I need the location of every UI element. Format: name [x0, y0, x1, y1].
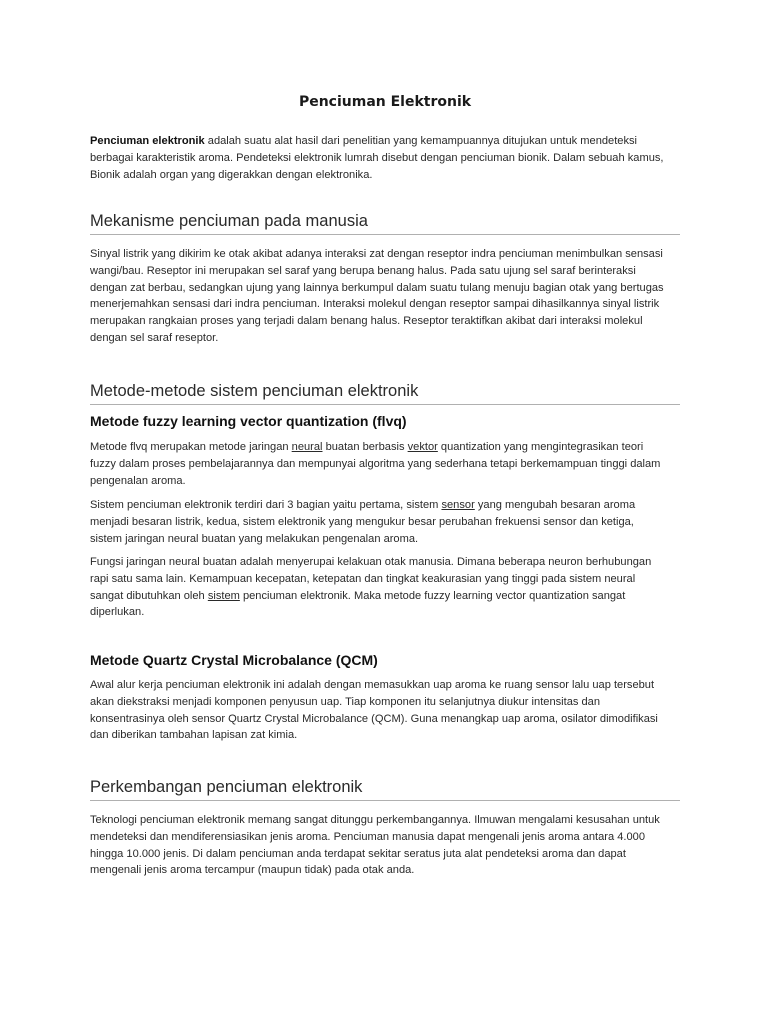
paragraph-line: Teknologi penciuman elektronik memang sangat ditunggu perkembangannya. Ilmuwan mengalami kesusahan untuk — [90, 814, 660, 826]
intro-bold-lead: Penciuman elektronik — [90, 135, 205, 147]
link-vektor[interactable]: vektor — [407, 441, 438, 453]
paragraph-line: menerjemahkan sensasi dari indra penciuman. Interaksi molekul dengan reseptor sampai dihasilkannya sinyal listrik — [90, 298, 660, 311]
paragraph-line: rapi satu sama lain. Kemampuan kecepatan, ketepatan dan tingkat keakurasian yang tinggi pada sistem neural — [90, 572, 636, 585]
paragraph-text: Sistem penciuman elektronik terdiri dari 3 bagian yaitu pertama, sistem — [90, 499, 442, 511]
paragraph-line: dengan sel saraf reseptor. — [90, 331, 219, 344]
paragraph-text: sangat dibutuhkan oleh — [90, 589, 208, 602]
paragraph-line: merupakan rangkaian proses yang terjadi dalam benang halus. Reseptor teraktifkan akibat dari interaksi molekul — [90, 315, 643, 328]
subsection-heading-qcm: Metode Quartz Crystal Microbalance (QCM) — [90, 652, 378, 668]
paragraph-line: mengenali jenis aroma tercampur (maupun tidak) pada otak anda. — [90, 864, 415, 877]
flvq-paragraph-2 — [90, 497, 680, 547]
paragraph-line: sistem jaringan neural buatan yang melakukan pengenalan aroma. — [90, 532, 419, 545]
section-heading-perkembangan: Perkembangan penciuman elektronik — [90, 776, 680, 801]
section-heading-mekanisme: Mekanisme penciuman pada manusia — [90, 210, 680, 235]
link-sistem[interactable]: sistem — [207, 589, 240, 602]
paragraph-text: yang mengubah besaran aroma — [474, 499, 636, 511]
intro-paragraph — [90, 133, 680, 183]
qcm-paragraph — [90, 677, 680, 744]
paragraph-line: mendeteksi dan mendiferensiasikan jenis aroma. Penciuman manusia dapat mengenali jenis aroma antara 4.000 — [90, 830, 646, 843]
intro-line: adalah suatu alat hasil dari penelitian yang kemampuannya ditujukan untuk mendeteksi — [204, 135, 638, 147]
paragraph-line: hingga 10.000 jenis. Di dalam penciuman anda terdapat sekitar seratus juta alat pendeteksi aroma dan dapat — [90, 847, 626, 860]
paragraph-line: dan diberikan tambahan lapisan zat kimia. — [90, 729, 298, 742]
paragraph-line: akan diekstraksi menjadi komponen penyusun uap. Tiap komponen itu selanjutnya diukur intensitas dan — [90, 695, 601, 708]
link-neural[interactable]: neural — [291, 441, 323, 453]
intro-line: berbagai karakteristik aroma. Pendeteksi elektronik lumrah disebut dengan penciuman bionik. Dalam sebuah kamus, — [90, 151, 664, 164]
paragraph-line: diperlukan. — [90, 606, 145, 619]
link-sensor[interactable]: sensor — [441, 499, 475, 511]
paragraph-line: Fungsi jaringan neural buatan adalah menyerupai kelakuan otak manusia. Dimana beberapa neuron berhubungan — [90, 556, 652, 568]
flvq-paragraph-1 — [90, 439, 680, 489]
paragraph-text: quantization yang mengintegrasikan teori — [437, 441, 644, 453]
section-heading-metode: Metode-metode sistem penciuman elektronik — [90, 380, 680, 405]
paragraph-line: wangi/bau. Reseptor ini merupakan sel saraf yang berupa benang halus. Pada satu ujung sel saraf berinteraksi — [90, 264, 636, 277]
paragraph-line: Sinyal listrik yang dikirim ke otak akibat adanya interaksi zat dengan reseptor indra penciuman menimbulkan sensasi — [90, 248, 663, 260]
paragraph-line: konsentrasinya oleh sensor Quartz Crystal Microbalance (QCM). Guna menangkap uap aroma, osilator dimodifikasi — [90, 712, 658, 725]
paragraph-text: Metode flvq merupakan metode jaringan — [90, 441, 292, 453]
intro-line: Bionik adalah organ yang digerakkan dengan elektronika. — [90, 168, 373, 181]
paragraph-line: fuzzy dalam proses pembelajarannya dan mempunyai algoritma yang sederhana tetapi berkemampuan tinggi dalam — [90, 457, 661, 470]
paragraph-line: dengan zat berbau, sedangkan ujung yang lainnya berkumpul dalam suatu tulang menuju bagian otak yang bertugas — [90, 281, 664, 294]
page-title: Penciuman Elektronik — [298, 94, 472, 110]
paragraph-line: Awal alur kerja penciuman elektronik ini adalah dengan memasukkan uap aroma ke ruang sensor lalu uap tersebut — [90, 679, 655, 691]
paragraph-text: penciuman elektronik. Maka metode fuzzy learning vector quantization sangat — [239, 589, 626, 602]
flvq-paragraph-3 — [90, 554, 680, 621]
paragraph-text: buatan berbasis — [322, 441, 408, 453]
paragraph-line: pengenalan aroma. — [90, 474, 186, 487]
subsection-heading-flvq: Metode fuzzy learning vector quantization (flvq) — [90, 413, 407, 429]
perkembangan-paragraph — [90, 812, 680, 879]
mekanisme-paragraph — [90, 246, 680, 347]
paragraph-line: menjadi besaran listrik, kedua, sistem elektronik yang mengukur besar perubahan frekuensi sensor dan ketiga, — [90, 515, 634, 528]
